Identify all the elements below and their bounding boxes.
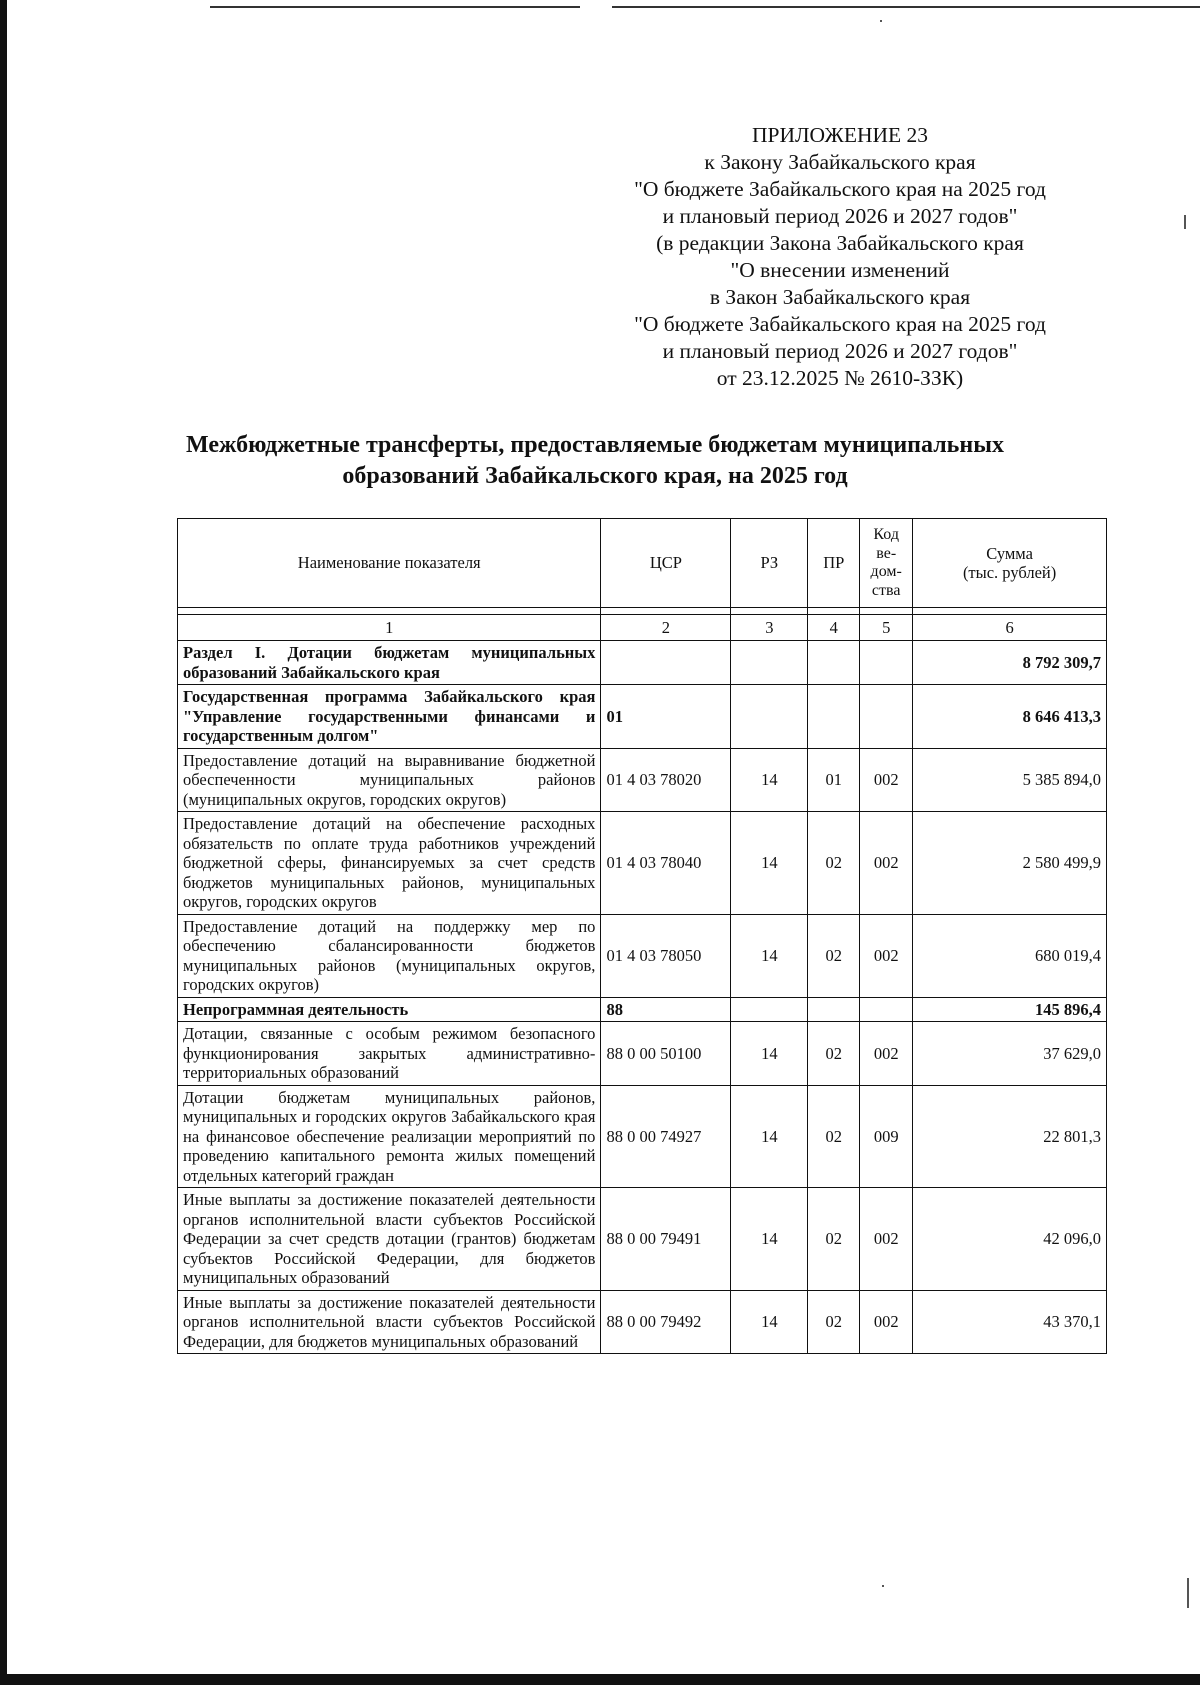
table-row — [178, 997, 1107, 1022]
appendix-header-line: к Закону Забайкальского края — [704, 150, 976, 174]
cell-csr: 88 0 00 79491 — [601, 1188, 731, 1291]
cell-csr: 01 4 03 78050 — [601, 914, 731, 997]
table-row — [178, 1085, 1107, 1188]
sum-header-line: Сумма — [986, 543, 1033, 563]
cell-rz — [731, 997, 808, 1022]
cell-name: Дотации, связанные с особым режимом безопасного функционирования закрытых административно-территориальных образований — [178, 1022, 601, 1086]
cell-pr — [808, 641, 860, 685]
cell-kod: 002 — [860, 748, 913, 812]
table-row — [178, 685, 1107, 749]
cell-pr — [808, 685, 860, 749]
cell-rz: 14 — [731, 914, 808, 997]
cell-csr: 88 — [601, 997, 731, 1022]
sum-header-line: (тыс. рублей) — [962, 563, 1057, 582]
cell-sum: 43 370,1 — [913, 1290, 1107, 1354]
column-number-row — [178, 615, 1107, 641]
appendix-number: ПРИЛОЖЕНИЕ 23 — [751, 123, 929, 147]
cell-name: Предоставление дотаций на поддержку мер по обеспечению сбалансированности бюджетов муниципальных районов (муниципальных округов, городских округов) — [178, 914, 601, 997]
cell-sum: 42 096,0 — [913, 1188, 1107, 1291]
cell-name: Раздел I. Дотации бюджетам муниципальных образований Забайкальского края — [178, 641, 601, 685]
kod-header-line: ства — [871, 581, 901, 599]
document-title — [150, 430, 1040, 492]
appendix-header-line: и плановый период 2026 и 2027 годов" — [662, 204, 1018, 228]
appendix-header-line: "О бюджете Забайкальского края на 2025 год — [634, 177, 1046, 201]
appendix-header-line: от 23.12.2025 № 2610-ЗЗК) — [716, 366, 964, 390]
cell-csr: 01 4 03 78040 — [601, 812, 731, 915]
scan-bottom-border — [0, 1674, 1200, 1685]
cell-pr: 01 — [808, 748, 860, 812]
cell-kod: 002 — [860, 1022, 913, 1086]
cell-pr: 02 — [808, 1085, 860, 1188]
cell-kod: 002 — [860, 914, 913, 997]
table-row — [178, 914, 1107, 997]
table-row — [178, 1022, 1107, 1086]
cell-rz: 14 — [731, 748, 808, 812]
cell-pr: 02 — [808, 914, 860, 997]
cell-kod — [860, 641, 913, 685]
column-number: 2 — [601, 615, 731, 641]
cell-csr: 88 0 00 50100 — [601, 1022, 731, 1086]
column-number: 3 — [731, 615, 808, 641]
cell-csr: 88 0 00 74927 — [601, 1085, 731, 1188]
appendix-header-line: и плановый период 2026 и 2027 годов" — [662, 339, 1018, 363]
table-row — [178, 1188, 1107, 1291]
cell-kod — [860, 997, 913, 1022]
column-header-sum — [913, 519, 1107, 608]
cell-pr: 02 — [808, 1188, 860, 1291]
cell-sum: 5 385 894,0 — [913, 748, 1107, 812]
document-title-line-1: Межбюджетные трансферты, предоставляемые бюджетам муниципальных — [186, 432, 1004, 458]
table-row — [178, 748, 1107, 812]
cell-csr: 01 — [601, 685, 731, 749]
cell-kod: 009 — [860, 1085, 913, 1188]
table-body — [178, 641, 1107, 1354]
column-header-rz: РЗ — [731, 519, 808, 608]
scan-speck — [882, 1585, 884, 1587]
cell-sum: 8 646 413,3 — [913, 685, 1107, 749]
cell-sum: 2 580 499,9 — [913, 812, 1107, 915]
cell-csr: 01 4 03 78020 — [601, 748, 731, 812]
cell-pr: 02 — [808, 812, 860, 915]
cell-name: Предоставление дотаций на обеспечение расходных обязательств по оплате труда работников учреждений бюджетной сферы, финансируемых за счет средств бюджетов муниципальных районов, муниципальных округов, городских округов — [178, 812, 601, 915]
cell-pr — [808, 997, 860, 1022]
column-number: 5 — [860, 615, 913, 641]
scan-speck — [1187, 1578, 1189, 1608]
cell-name: Иные выплаты за достижение показателей деятельности органов исполнительной власти субъектов Российской Федерации, для бюджетов муниципальных образований — [178, 1290, 601, 1354]
cell-sum: 680 019,4 — [913, 914, 1107, 997]
appendix-header-line: в Закон Забайкальского края — [709, 285, 971, 309]
cell-sum: 145 896,4 — [913, 997, 1107, 1022]
cell-rz: 14 — [731, 812, 808, 915]
cell-rz: 14 — [731, 1290, 808, 1354]
cell-rz — [731, 685, 808, 749]
cell-csr — [601, 641, 731, 685]
cell-name: Предоставление дотаций на выравнивание бюджетной обеспеченности муниципальных районов (муниципальных округов, городских округов) — [178, 748, 601, 812]
cell-sum: 37 629,0 — [913, 1022, 1107, 1086]
appendix-header-line: (в редакции Закона Забайкальского края — [656, 231, 1024, 255]
table-row — [178, 641, 1107, 685]
column-header-pr: ПР — [808, 519, 860, 608]
scan-top-line-right — [612, 6, 1200, 8]
cell-pr: 02 — [808, 1290, 860, 1354]
cell-sum: 8 792 309,7 — [913, 641, 1107, 685]
cell-csr: 88 0 00 79492 — [601, 1290, 731, 1354]
cell-name: Государственная программа Забайкальского края "Управление государственными финансами и государственным долгом" — [178, 685, 601, 749]
cell-rz: 14 — [731, 1022, 808, 1086]
cell-rz: 14 — [731, 1085, 808, 1188]
table-header-row — [178, 519, 1107, 608]
cell-name: Иные выплаты за достижение показателей деятельности органов исполнительной власти субъектов Российской Федерации за счет средств дотации (грантов) бюджетам субъектов Российской Федерации, для бюджетов муниципальных образований — [178, 1188, 601, 1291]
column-header-name: Наименование показателя — [178, 519, 601, 608]
cell-kod: 002 — [860, 1290, 913, 1354]
appendix-header-line: "О внесении изменений — [730, 258, 950, 282]
table-row — [178, 1290, 1107, 1354]
column-number: 4 — [808, 615, 860, 641]
cell-sum: 22 801,3 — [913, 1085, 1107, 1188]
kod-header-line: дом- — [870, 563, 902, 580]
document-title-line-2: образований Забайкальского края, на 2025 год — [342, 463, 848, 489]
cell-kod — [860, 685, 913, 749]
cell-kod: 002 — [860, 812, 913, 915]
table-row — [178, 812, 1107, 915]
column-header-csr: ЦСР — [601, 519, 731, 608]
transfers-table — [177, 518, 1107, 1354]
cell-pr: 02 — [808, 1022, 860, 1086]
column-number: 6 — [913, 615, 1107, 641]
cell-name: Непрограммная деятельность — [178, 997, 601, 1022]
column-number: 1 — [178, 615, 601, 641]
kod-header-line: Код — [873, 526, 899, 543]
appendix-header-line: "О бюджете Забайкальского края на 2025 год — [634, 312, 1046, 336]
appendix-header — [600, 122, 1080, 392]
column-header-kod — [860, 519, 913, 608]
kod-header-line: ве- — [876, 544, 897, 562]
cell-rz — [731, 641, 808, 685]
cell-kod: 002 — [860, 1188, 913, 1291]
scan-speck — [880, 20, 882, 22]
scan-speck — [1184, 215, 1186, 229]
cell-rz: 14 — [731, 1188, 808, 1291]
scan-top-line-left — [210, 6, 580, 8]
cell-name: Дотации бюджетам муниципальных районов, муниципальных и городских округов Забайкальского края на финансовое обеспечение реализации мероприятий по проведению капитального ремонта жилых помещений отдельных категорий граждан — [178, 1085, 601, 1188]
scan-left-border — [0, 0, 7, 1685]
header-separator — [178, 608, 1107, 615]
